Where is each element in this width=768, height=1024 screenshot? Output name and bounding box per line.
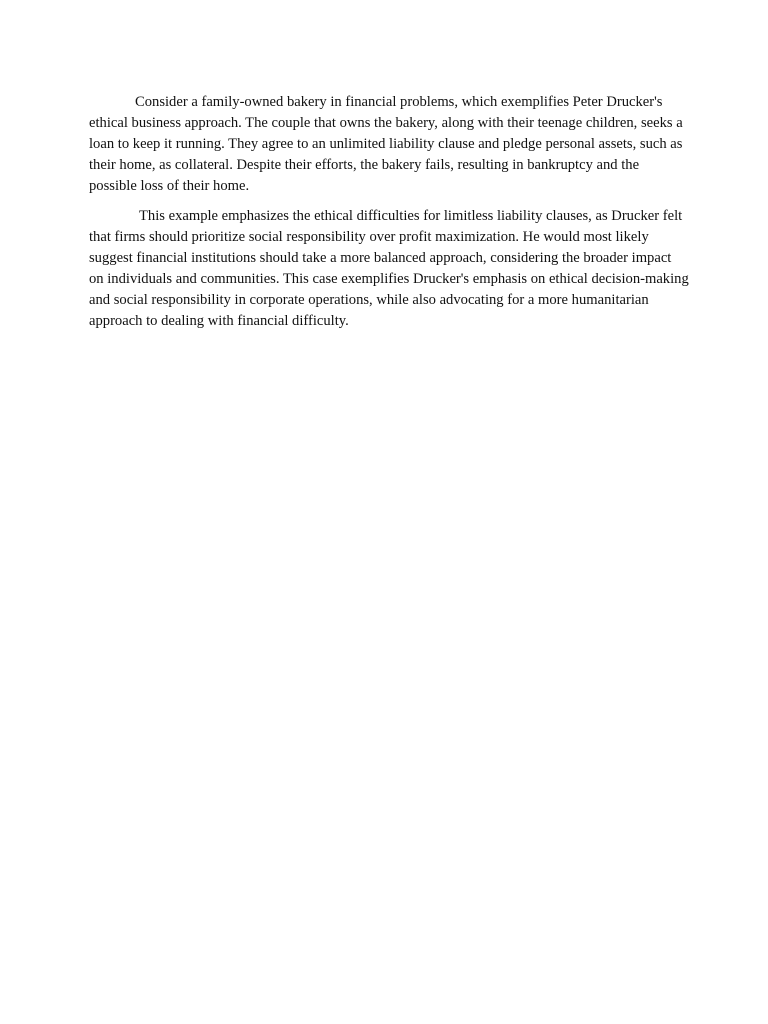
document-body (89, 92, 689, 341)
paragraph-ethical-analysis: This example emphasizes the ethical difficulties for limitless liability clauses, as Drucker felt that firms should prioritize social responsibility over profit maximization. He would most likely suggest financial institutions should take a more balanced approach, considering the broader impact on individuals and communities. This case exemplifies Drucker's emphasis on ethical decision-making and social responsibility in corporate operations, while also advocating for a more humanitarian approach to dealing with financial difficulty. (89, 208, 689, 329)
paragraph-bakery-example: Consider a family-owned bakery in financial problems, which exemplifies Peter Drucker's ethical business approach. The couple that owns the bakery, along with their teenage children, seeks a loan to keep it running. They agree to an unlimited liability clause and pledge personal assets, such as their home, as collateral. Despite their efforts, the bakery fails, resulting in bankruptcy and the possible loss of their home. (89, 94, 683, 194)
